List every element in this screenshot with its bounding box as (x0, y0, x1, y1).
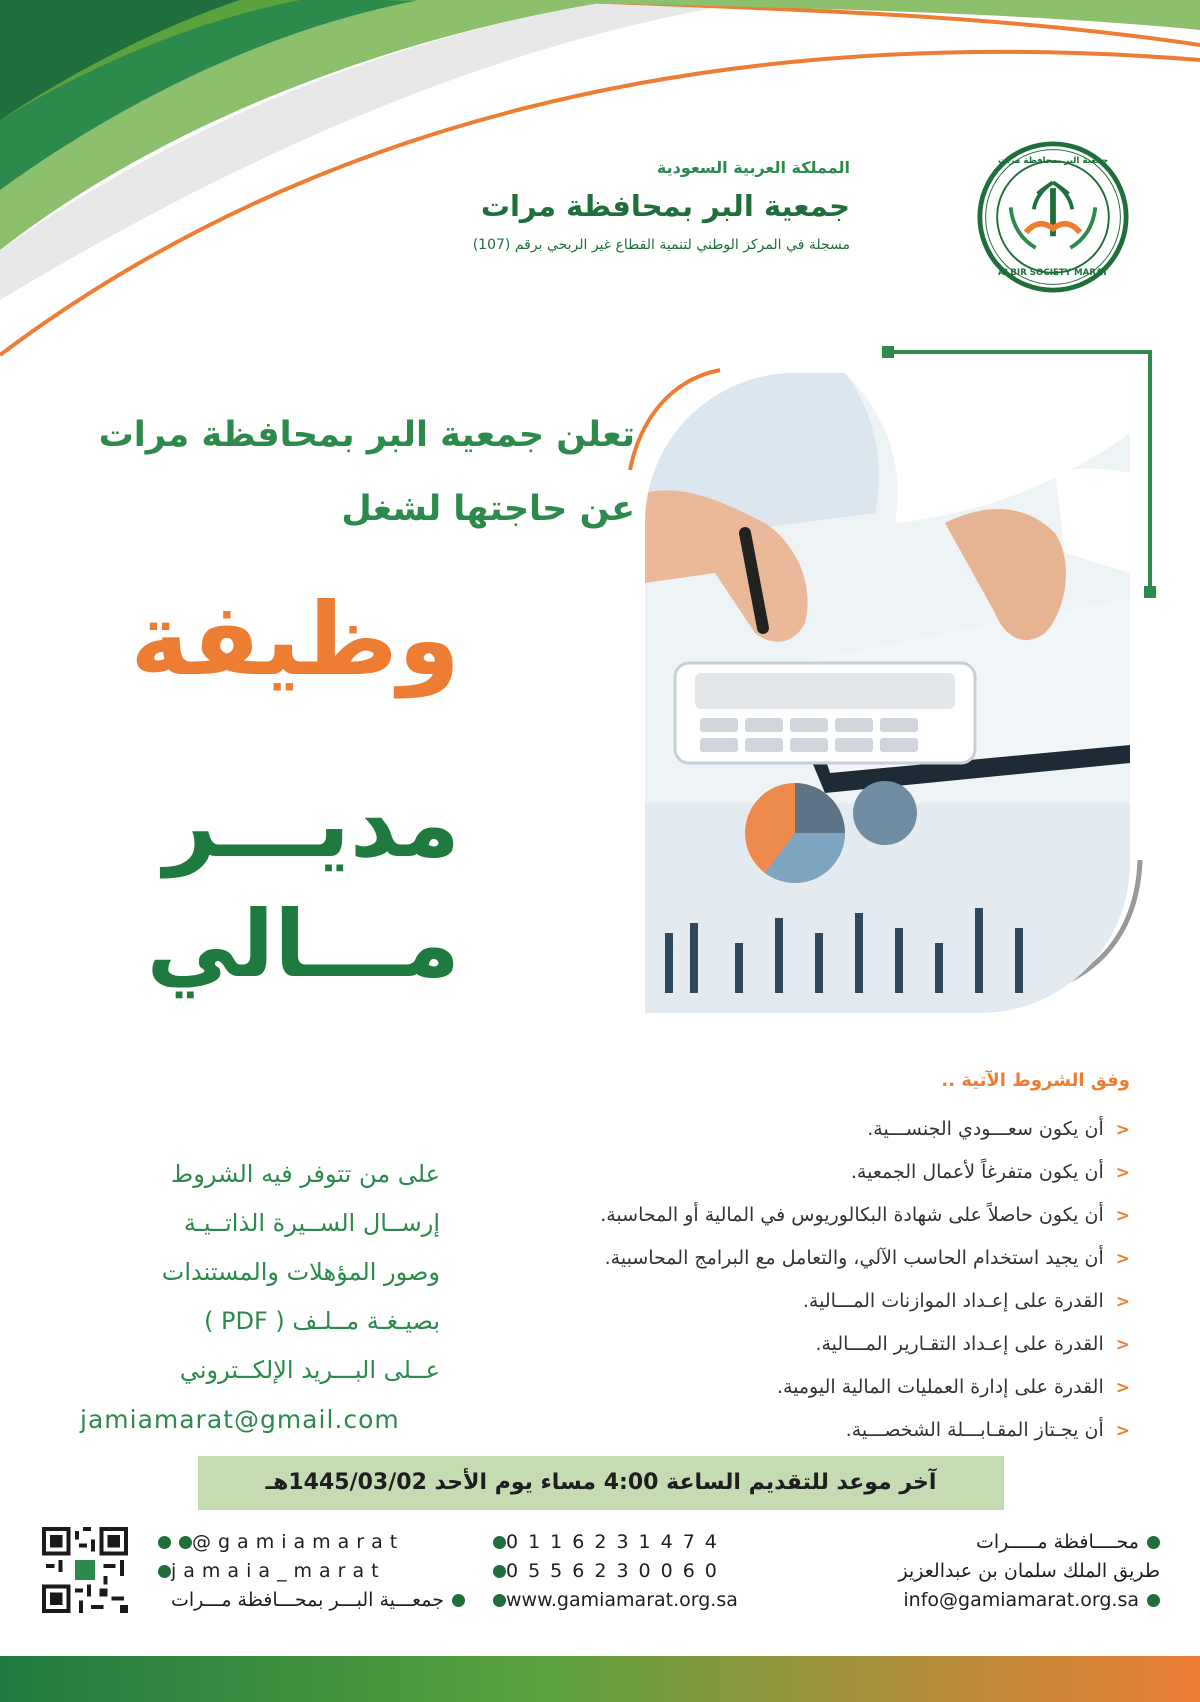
contact-social-column (150, 1528, 465, 1615)
address-city-row: محــــافظة مـــــرات (830, 1528, 1160, 1557)
address-street-row: طريق الملك سلمان بن عبدالعزيز (898, 1560, 1160, 1582)
registration-note: مسجلة في المركز الوطني لتنمية القطاع غير الربحي برقم (107) (472, 237, 850, 253)
bullet-arrow-icon: < (1115, 1163, 1130, 1183)
application-email-link[interactable]: jamiamarat@gmail.com (80, 1405, 400, 1434)
web-icon (493, 1594, 506, 1607)
website-row[interactable]: www.gamiamarat.org.sa (485, 1586, 815, 1615)
job-word: وظيفة (130, 581, 460, 698)
twitter-icon (158, 1536, 171, 1549)
youtube-icon (452, 1594, 465, 1607)
bullet-arrow-icon: < (1115, 1120, 1130, 1140)
condition-item: <أن يجـتاز المقـابـــلة الشخصـــية. (845, 1419, 1130, 1441)
job-title (60, 765, 460, 1005)
apply-line-4: بصيـغـة مــلـف ( PDF ) (204, 1307, 440, 1335)
job-title-line-2: مـــالي (146, 891, 460, 998)
org-name: جمعية البر بمحافظة مرات (480, 189, 850, 223)
footer-color-bar (0, 1656, 1200, 1702)
bullet-arrow-icon: < (1115, 1378, 1130, 1398)
intro-line-2: عن حاجتها لشغل (341, 489, 635, 529)
accounting-photo (645, 373, 1130, 1013)
conditions-list (470, 1108, 1130, 1452)
society-logo (976, 140, 1130, 294)
phone-row-1[interactable]: 0116231474 (485, 1528, 815, 1557)
intro-line-1: تعلن جمعية البر بمحافظة مرات (98, 415, 635, 455)
social-row-3[interactable]: جمعـــية البـــر بمحـــافظة مـــرات (150, 1586, 465, 1615)
announcement-intro (60, 398, 635, 546)
contact-email-row[interactable]: info@gamiamarat.org.sa (830, 1586, 1160, 1615)
country-label: المملكة العربية السعودية (656, 158, 850, 177)
logo-arabic-text: جمعية البر بمحافظة مرات (997, 156, 1109, 167)
bullet-arrow-icon: < (1115, 1206, 1130, 1226)
bullet-arrow-icon: < (1115, 1335, 1130, 1355)
apply-line-1: على من تتوفر فيه الشروط (171, 1160, 440, 1188)
application-instructions (80, 1150, 440, 1444)
bullet-arrow-icon: < (1115, 1249, 1130, 1269)
bullet-arrow-icon: < (1115, 1421, 1130, 1441)
apply-line-2: إرســال الســيرة الذاتــيـة (183, 1209, 440, 1237)
phone-row-2[interactable]: 0556230060 (485, 1557, 815, 1586)
mail-icon (1147, 1594, 1160, 1607)
condition-item: <القدرة على إعـداد الموازنات المـــالية. (802, 1290, 1130, 1312)
snapchat-icon (158, 1565, 171, 1578)
contact-phone-column (485, 1528, 815, 1615)
condition-item: <أن يكون متفرغاً لأعمال الجمعية. (850, 1161, 1130, 1183)
apply-line-3: وصور المؤهلات والمستندات (161, 1258, 440, 1286)
condition-item: <القدرة على إدارة العمليات المالية اليومية. (776, 1376, 1130, 1398)
deadline-banner: آخر موعد للتقديم الساعة 4:00 مساء يوم الأحد 1445/03/02هـ (198, 1456, 1004, 1510)
conditions-title: وفق الشروط الآتية .. (941, 1070, 1130, 1091)
bullet-arrow-icon: < (1115, 1292, 1130, 1312)
condition-item: <أن يكون حاصلاً على شهادة البكالوريوس في المالية أو المحاسبة. (600, 1204, 1130, 1226)
location-icon (1147, 1536, 1160, 1549)
logo-latin-text: ALBIR SOCIETY MARAT (998, 267, 1108, 278)
qr-code (42, 1527, 128, 1613)
social-row-1[interactable]: @gamiamarat (150, 1528, 465, 1557)
condition-item: <أن يكون سعـــودي الجنســـية. (867, 1118, 1130, 1140)
condition-item: <القدرة على إعـداد التقـارير المـــالية. (815, 1333, 1130, 1355)
social-row-2[interactable]: jamaia_marat (150, 1557, 465, 1586)
condition-item: <أن يجيد استخدام الحاسب الآلي، والتعامل مع البرامج المحاسبية. (604, 1247, 1130, 1269)
phone-icon (493, 1536, 506, 1549)
apply-line-5: عــلى البـــريد الإلكــتروني (179, 1356, 440, 1384)
instagram-icon (179, 1536, 192, 1549)
job-title-line-1: مديـــر (163, 771, 460, 878)
whatsapp-icon (493, 1565, 506, 1578)
header-block (330, 158, 850, 253)
contact-address-column (830, 1528, 1160, 1615)
